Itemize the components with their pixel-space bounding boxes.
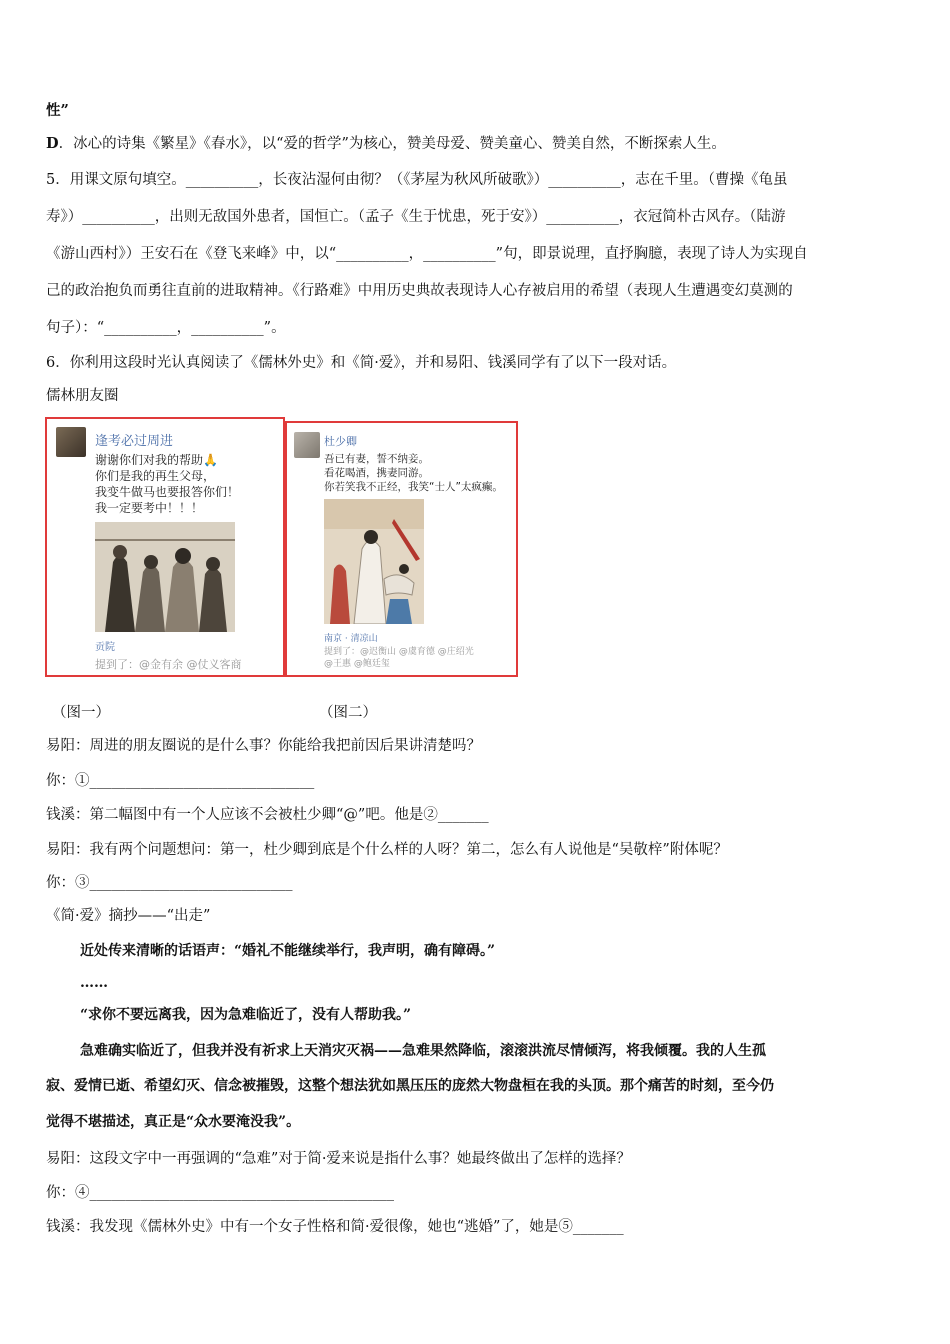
excerpt-title: 《简·爱》摘抄——“出走” xyxy=(46,908,211,924)
dialog-line: 钱溪：我发现《儒林外史》中有一个女子性格和简·爱很像，她也“逃婚”了，她是⑤_______ xyxy=(46,1219,624,1235)
option-text: ．冰心的诗集《繁星》《春水》，以“爱的哲学”为核心，赞美母爱、赞美童心、赞美自然，不断探索人生。 xyxy=(58,136,726,152)
avatar xyxy=(294,432,320,458)
text-line: 5．用课文原句填空。__________，长夜沾湿何由彻？（《茅屋为秋风所破歌》）__________，志在千里。（曹操《龟虽 xyxy=(46,172,788,188)
location-label: 贡院 xyxy=(95,642,115,653)
excerpt-line: “求你不要远离我，因为急难临近了，没有人帮助我。” xyxy=(80,1007,412,1023)
dialog-line: 易阳：周进的朋友圈说的是什么事？你能给我把前因后果讲清楚吗？ xyxy=(46,738,481,754)
answer-line: 你：④__________________________________________ xyxy=(46,1185,394,1201)
figure-caption-1: （图一） xyxy=(52,705,110,721)
answer-line: 你：①_______________________________ xyxy=(46,773,315,789)
answer-line: 你：③____________________________ xyxy=(46,875,293,891)
text-line: 6．你利用这段时光认真阅读了《儒林外史》和《简·爱》，并和易阳、钱溪同学有了以下一段对话。 xyxy=(46,355,677,371)
post-text: 吾已有妻，誓不纳妾。 看花喝酒，携妻同游。 你若笑我不正经，我笑“士人”太疯癫。 xyxy=(324,453,503,493)
text-line: 己的政治抱负而勇往直前的进取精神。《行路难》中用历史典故表现诗人心存被启用的希望（表现人生遭遇变幻莫测的 xyxy=(46,283,793,299)
username: 逢考必过周进 xyxy=(95,434,174,449)
username: 杜少卿 xyxy=(324,435,357,448)
avatar xyxy=(56,427,86,457)
text-line: 句子）：“__________，__________”。 xyxy=(46,320,286,336)
text-line: 性” xyxy=(46,102,69,119)
excerpt-line: 近处传来清晰的话语声：“婚礼不能继续举行，我声明，确有障碍。” xyxy=(80,943,496,959)
figure-caption-2: （图二） xyxy=(319,705,377,721)
excerpt-line: 急难确实临近了，但我并没有祈求上天消灾灭祸——急难果然降临，滚滚洪流尽情倾泻，将我倾覆。我的人生孤 xyxy=(80,1043,766,1059)
excerpt-line: 寂、爱情已逝、希望幻灭、信念被摧毁，这整个想法犹如黑压压的庞然大物盘桓在我的头顶。那个痛苦的时刻，至今仍 xyxy=(46,1078,774,1094)
excerpt-line: …… xyxy=(80,975,108,991)
section-title: 儒林朋友圈 xyxy=(46,388,119,404)
location-label: 南京 · 清凉山 xyxy=(324,634,378,644)
mention-text: 提到了：@金有余 @仗义客商 xyxy=(95,658,242,671)
text-line: 寿》）__________，出则无敌国外患者，国恒亡。（孟子《生于忧患，死于安》）__________，衣冠简朴古风存。（陆游 xyxy=(46,209,786,225)
post-text: 谢谢你们对我的帮助🙏 你们是我的再生父母， 我变牛做马也要报答你们！ 我一定要考中！！！ xyxy=(95,453,240,515)
dialog-line: 钱溪：第二幅图中有一个人应该不会被杜少卿“@”吧。他是②_______ xyxy=(46,807,489,823)
text-line xyxy=(46,133,910,155)
dialog-line: 易阳：我有两个问题想问：第一，杜少卿到底是个什么样的人呀？第二，怎么有人说他是“吴敬梓”附体呢？ xyxy=(46,842,728,858)
illustration-image xyxy=(95,522,235,632)
mention-text: 提到了：@迟衡山 @虞育德 @庄绍光 @王惠 @鲍廷玺 xyxy=(324,647,474,669)
dialog-line: 易阳：这段文字中一再强调的“急难”对于简·爱来说是指什么事？她最终做出了怎样的选择？ xyxy=(46,1151,631,1167)
excerpt-line: 觉得不堪描述，真正是“众水要淹没我”。 xyxy=(46,1114,301,1130)
moments-card-1 xyxy=(45,417,285,677)
text-line: 《游山西村》）王安石在《登飞来峰》中，以“__________，__________”句，即景说理，直抒胸臆，表现了诗人为实现自 xyxy=(46,246,808,262)
moments-card-2 xyxy=(285,421,518,677)
option-label: D xyxy=(46,135,59,152)
illustration-image xyxy=(324,499,424,624)
